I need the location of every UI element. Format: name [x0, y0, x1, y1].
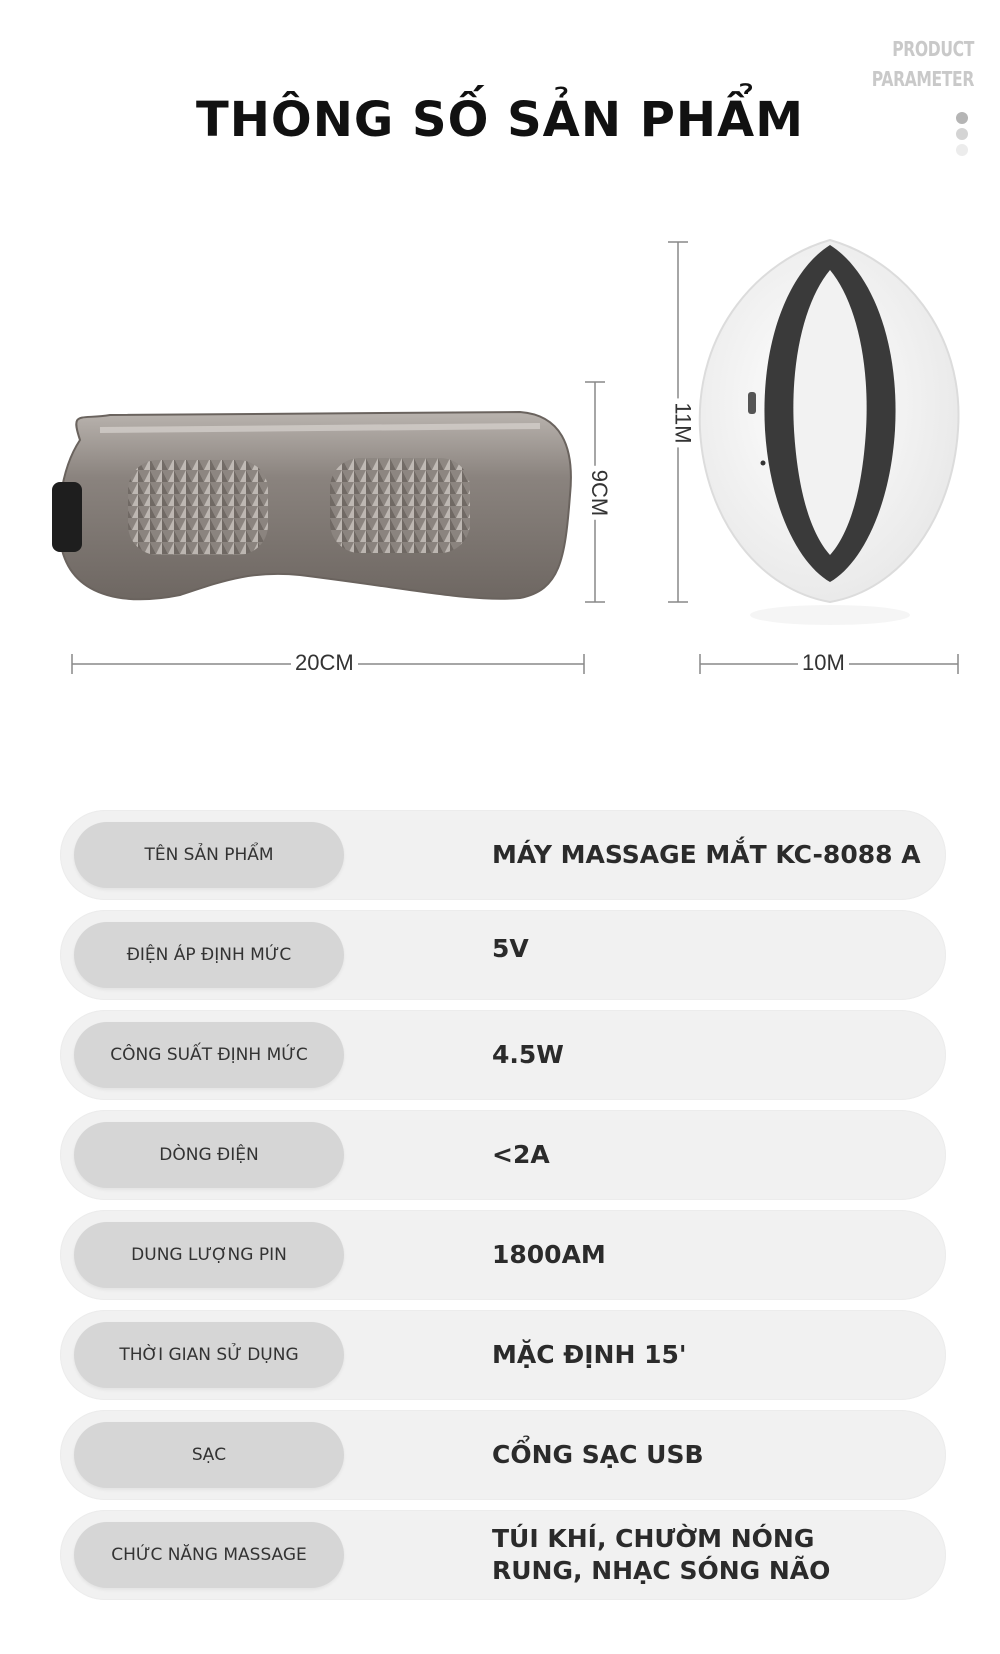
- spec-value-multiline: [492, 1510, 932, 1600]
- spec-row: [60, 1110, 946, 1200]
- spec-row: [60, 910, 946, 1000]
- dimension-label-width-front: 20CM: [291, 650, 358, 676]
- dimension-label-height-front: 9CM: [586, 466, 612, 520]
- spec-value: MÁY MASSAGE MẮT KC-8088 A: [492, 840, 921, 869]
- spec-label: DÒNG ĐIỆN: [74, 1122, 344, 1188]
- corner-tag-line-1: PRODUCT: [892, 37, 974, 61]
- product-dimension-drawing: [0, 230, 1000, 730]
- spec-row: [60, 1310, 946, 1400]
- spec-row: [60, 810, 946, 900]
- spec-row: [60, 1510, 946, 1600]
- spec-label: THỜI GIAN SỬ DỤNG: [74, 1322, 344, 1388]
- eye-massager-side-image: [700, 240, 959, 625]
- spec-value-line-1: TÚI KHÍ, CHƯỜM NÓNG: [492, 1524, 815, 1553]
- page-title: THÔNG SỐ SẢN PHẨM: [196, 92, 804, 148]
- product-dimension-figure: [0, 230, 1000, 730]
- eye-massager-front-image: [52, 412, 571, 599]
- spec-value: 4.5W: [492, 1040, 564, 1069]
- spec-value: 1800AM: [492, 1240, 606, 1269]
- spec-row: [60, 1010, 946, 1100]
- product-parameter-tag: [872, 34, 974, 94]
- spec-table: [60, 810, 946, 1610]
- dimension-label-height-side: 11M: [670, 398, 696, 447]
- spec-label: DUNG LƯỢNG PIN: [74, 1222, 344, 1288]
- spec-label: TÊN SẢN PHẨM: [74, 822, 344, 888]
- spec-value: 5V: [492, 934, 529, 963]
- spec-label: SẠC: [74, 1422, 344, 1488]
- corner-tag-line-2: PARAMETER: [871, 67, 974, 91]
- spec-value-line-2: RUNG, NHẠC SÓNG NÃO: [492, 1556, 831, 1585]
- spec-label: CÔNG SUẤT ĐỊNH MỨC: [74, 1022, 344, 1088]
- spec-row: [60, 1210, 946, 1300]
- spec-value: MẶC ĐỊNH 15': [492, 1340, 687, 1369]
- dimension-label-width-side: 10M: [798, 650, 849, 676]
- spec-label: CHỨC NĂNG MASSAGE: [74, 1522, 344, 1588]
- spec-row: [60, 1410, 946, 1500]
- spec-value: CỔNG SẠC USB: [492, 1440, 704, 1469]
- spec-value: <2A: [492, 1140, 550, 1169]
- spec-label: ĐIỆN ÁP ĐỊNH MỨC: [74, 922, 344, 988]
